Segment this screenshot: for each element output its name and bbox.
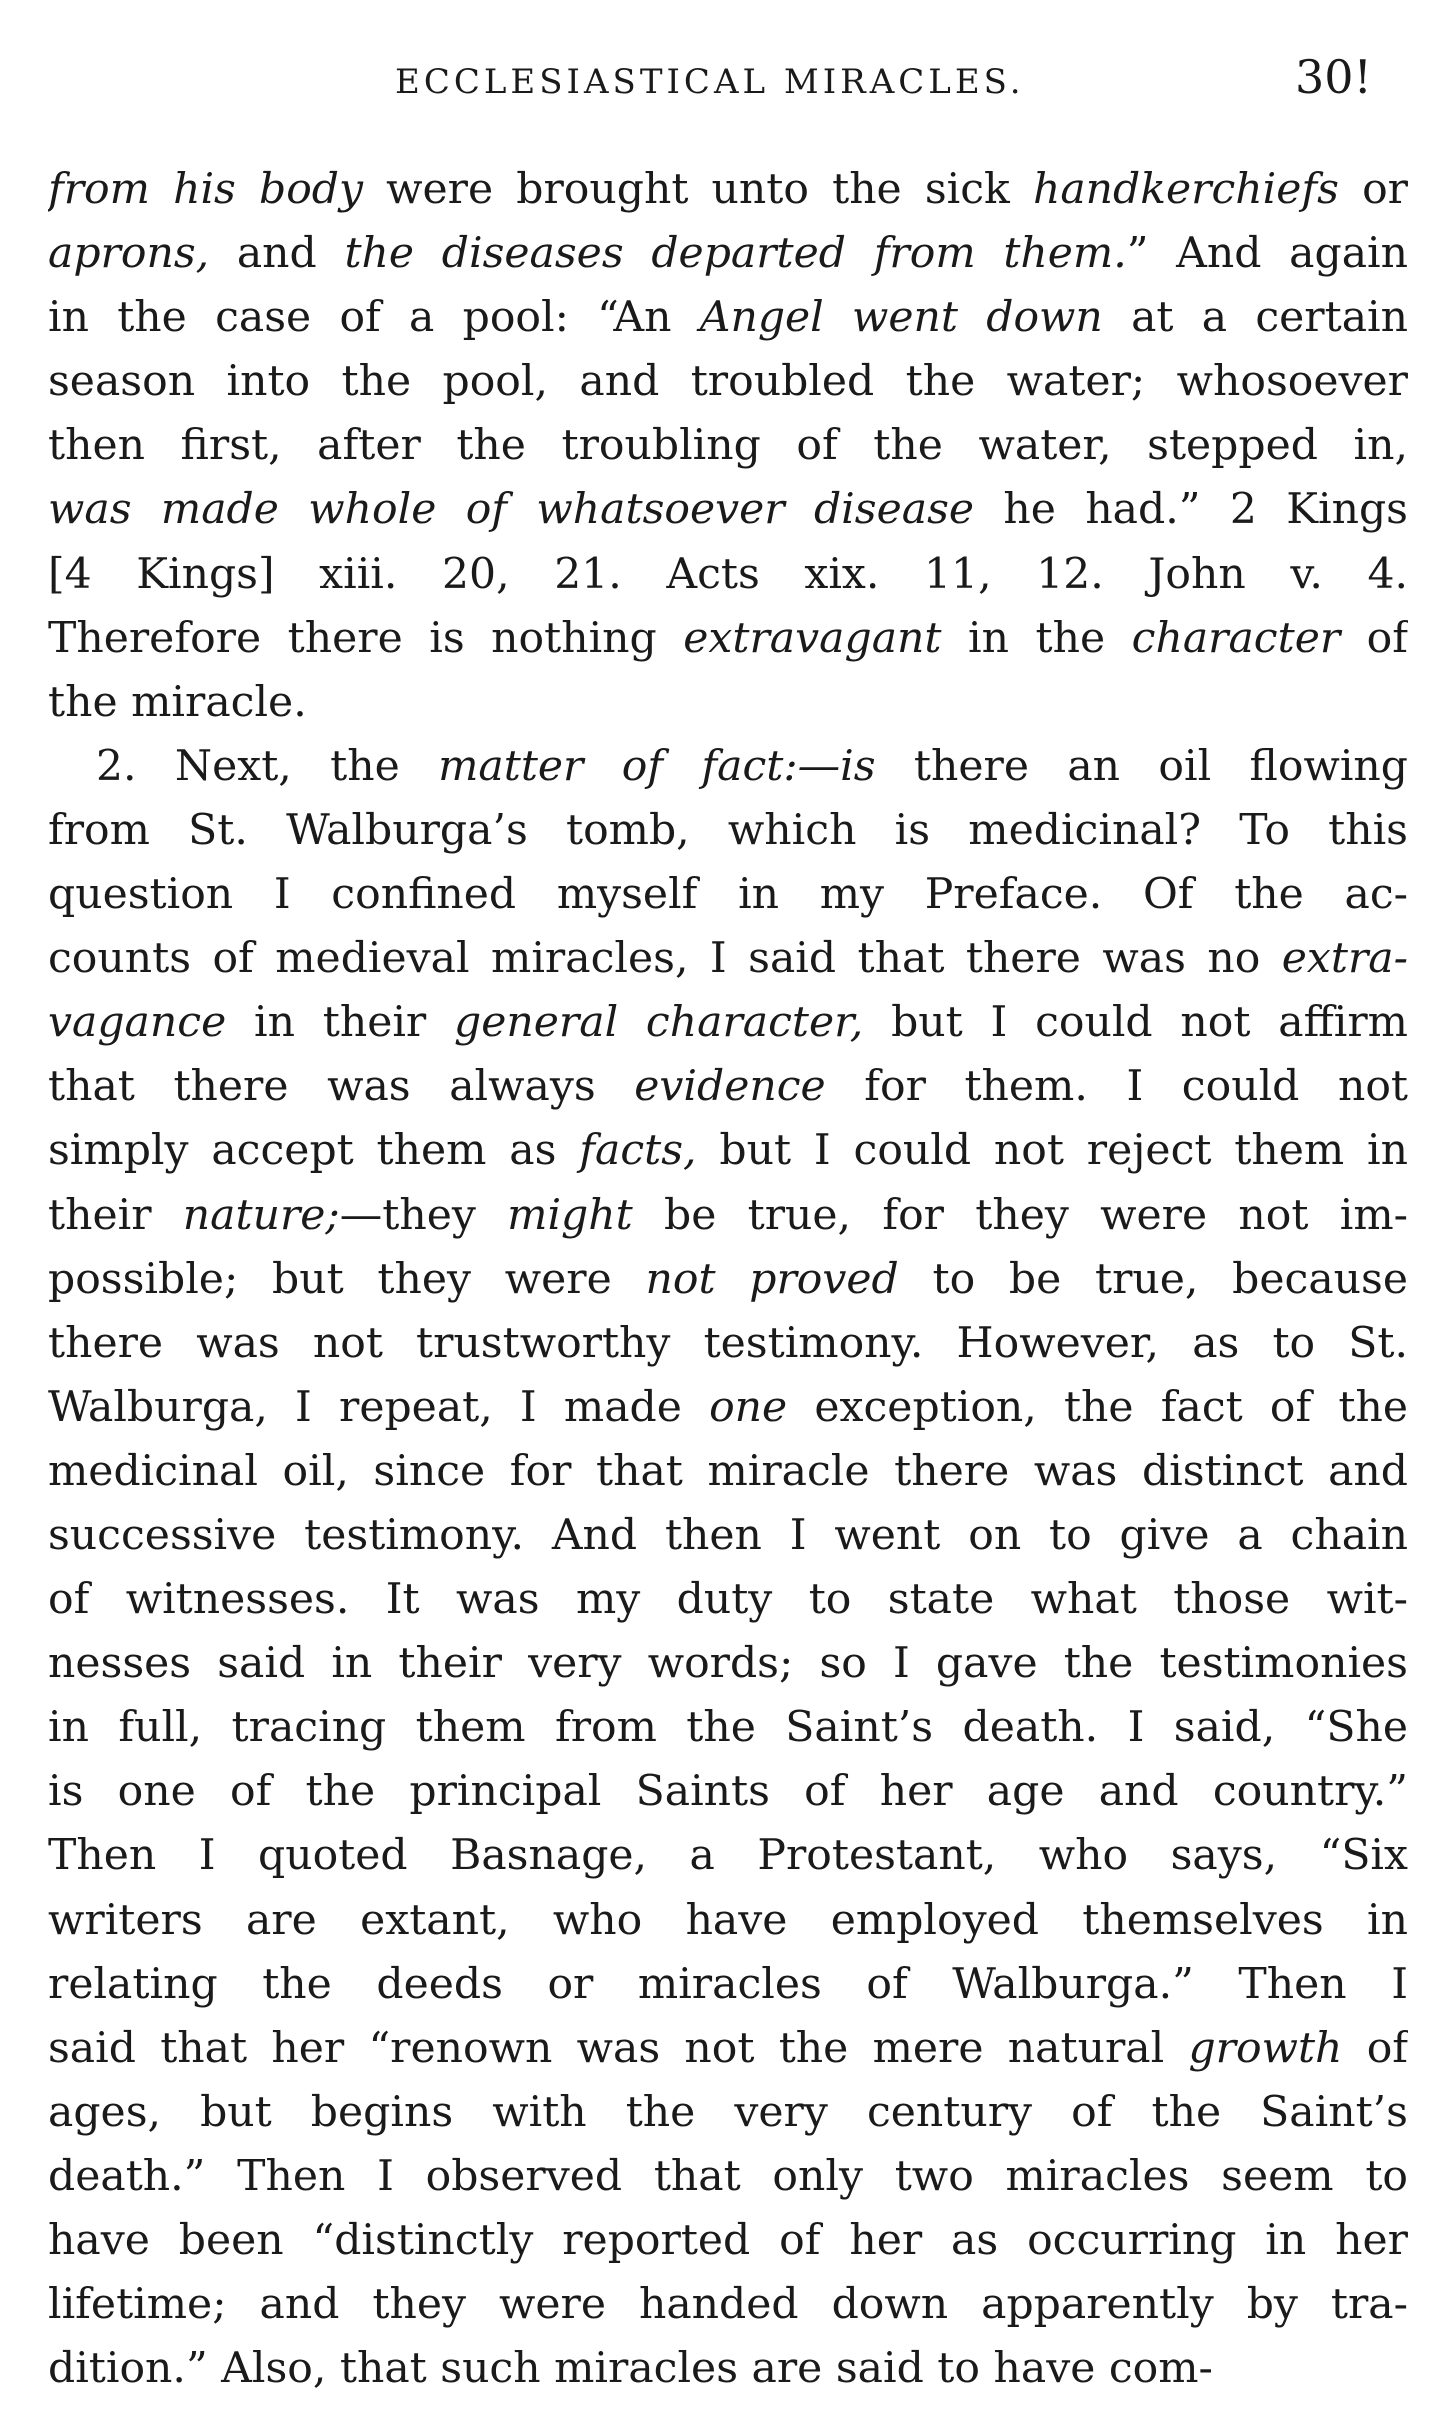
italic-run: Angel went down <box>699 293 1103 343</box>
text-line <box>48 1632 1408 1696</box>
text-line <box>48 286 1408 350</box>
italic-run: evidence <box>634 1062 826 1112</box>
text-line <box>48 1760 1408 1824</box>
text-run: of <box>1340 613 1408 663</box>
text-line <box>48 2145 1408 2209</box>
text-run: lifetime; and they were handed down apparently by tra- <box>48 2280 1408 2330</box>
italic-run: vagance <box>48 998 227 1048</box>
text-run: medicinal oil, since for that miracle there was distinct and <box>48 1446 1408 1496</box>
italic-run: might <box>507 1190 633 1240</box>
text-line <box>48 607 1408 671</box>
text-run: is one of the principal Saints of her age and country.” <box>48 1767 1408 1817</box>
text-line <box>48 478 1408 542</box>
text-line <box>48 2273 1408 2337</box>
text-run: possible; but they were <box>48 1254 646 1304</box>
text-run: in full, tracing them from the Saint’s death. I said, “She <box>48 1703 1408 1753</box>
text-line <box>48 671 1408 735</box>
text-line <box>48 543 1408 607</box>
text-line <box>48 222 1408 286</box>
text-line <box>48 1055 1408 1119</box>
text-run: there an oil flowing <box>875 741 1408 791</box>
text-run: said that her “renown was not the mere natural <box>48 2023 1189 2073</box>
text-run: of witnesses. It was my duty to state what those wit- <box>48 1575 1408 1625</box>
text-line <box>48 1376 1408 1440</box>
text-line <box>48 1440 1408 1504</box>
text-run: he had.” 2 Kings <box>974 485 1408 535</box>
text-run: counts of medieval miracles, I said that there was no <box>48 934 1282 984</box>
text-run: Walburga, I repeat, I made <box>48 1382 710 1432</box>
text-run: successive testimony. And then I went on to give a chain <box>48 1510 1408 1560</box>
italic-run: was made whole of whatsoever disease <box>48 485 975 535</box>
text-line <box>48 1184 1408 1248</box>
text-run: in their <box>226 998 455 1048</box>
text-run: dition.” Also, that such miracles are said to have com- <box>48 2344 1213 2394</box>
text-run: of <box>1342 2023 1408 2073</box>
text-run: for them. I could not <box>825 1062 1408 1112</box>
text-run: at a certain <box>1102 293 1408 343</box>
text-run: that there was always <box>48 1062 635 1112</box>
text-run: or <box>1338 165 1408 214</box>
text-line <box>48 1312 1408 1376</box>
italic-run: not proved <box>645 1254 899 1304</box>
text-line <box>48 863 1408 927</box>
text-run: from St. Walburga’s tomb, which is medicinal? To this <box>48 805 1408 855</box>
text-run: ages, but begins with the very century of the Saint’s <box>48 2087 1408 2137</box>
italic-run: general character, <box>454 998 864 1048</box>
text-line <box>48 414 1408 478</box>
text-line <box>48 799 1408 863</box>
text-run: were brought unto the sick <box>363 165 1033 214</box>
text-line <box>48 1504 1408 1568</box>
text-run: in the <box>941 613 1132 663</box>
italic-run: aprons, <box>48 229 210 279</box>
text-run: have been “distinctly reported of her as occurring in her <box>48 2216 1408 2265</box>
text-run: writers are extant, who have employed themselves in <box>48 1895 1408 1945</box>
text-run: there was not trustworthy testimony. However, as to St. <box>48 1318 1408 1368</box>
text-run: nesses said in their very words; so I gave the testimonies <box>48 1639 1408 1689</box>
italic-run: character <box>1131 613 1341 663</box>
text-line <box>48 1119 1408 1183</box>
text-line <box>48 2017 1408 2081</box>
text-line <box>48 2209 1408 2273</box>
text-line <box>48 1248 1408 1312</box>
italic-run: growth <box>1188 2023 1343 2073</box>
italic-run: handkerchiefs <box>1032 165 1339 214</box>
text-run: question I confined myself in my Preface. Of the ac- <box>48 870 1408 920</box>
text-run: in the case of a pool: “An <box>48 293 700 343</box>
text-run: to be true, because <box>898 1254 1408 1304</box>
text-run: their <box>48 1190 183 1240</box>
text-line <box>48 1824 1408 1888</box>
running-head <box>0 50 1445 130</box>
text-run: Then I quoted Basnage, a Protestant, who says, “Six <box>48 1831 1408 1881</box>
text-run: —they <box>339 1190 508 1240</box>
italic-run: the diseases departed from them. <box>344 229 1127 279</box>
text-line <box>48 158 1408 222</box>
text-run: death.” Then I observed that only two miracles seem to <box>48 2151 1408 2201</box>
text-run: then first, after the troubling of the water, stepped in, <box>48 421 1408 471</box>
text-line <box>48 2337 1408 2401</box>
text-run: simply accept them as <box>48 1126 580 1176</box>
text-run: but I could not reject them in <box>696 1126 1408 1176</box>
text-line <box>48 735 1408 799</box>
text-line <box>48 1696 1408 1760</box>
text-run: exception, the fact of the <box>787 1382 1408 1432</box>
italic-run: extravagant <box>683 613 942 663</box>
text-run: [4 Kings] xiii. 20, 21. Acts xix. 11, 12. John v. 4. <box>48 549 1408 599</box>
text-line <box>48 2081 1408 2145</box>
italic-run: matter of fact:—is <box>438 741 876 791</box>
text-line <box>48 927 1408 991</box>
page-number: 30! <box>1295 50 1373 104</box>
text-run: Therefore there is nothing <box>48 613 684 663</box>
italic-run: nature; <box>182 1190 340 1240</box>
text-run: 2. Next, the <box>96 741 439 791</box>
text-line <box>48 1568 1408 1632</box>
italic-run: facts, <box>579 1126 697 1176</box>
italic-run: from his body <box>48 165 363 214</box>
running-title: ECCLESIASTICAL MIRACLES. <box>395 62 1025 102</box>
text-run: be true, for they were not im- <box>632 1190 1408 1240</box>
body-text <box>48 158 1408 2401</box>
text-run: and <box>209 229 345 279</box>
italic-run: one <box>709 1382 788 1432</box>
text-run: ” And again <box>1126 229 1408 279</box>
text-run: season into the pool, and troubled the water; whosoever <box>48 357 1408 407</box>
text-line <box>48 991 1408 1055</box>
text-run: the miracle. <box>48 677 307 727</box>
text-run: relating the deeds or miracles of Walburga.” Then I <box>48 1959 1408 2009</box>
italic-run: extra- <box>1281 934 1408 984</box>
text-run: but I could not affirm <box>863 998 1408 1048</box>
text-line <box>48 1889 1408 1953</box>
text-line <box>48 350 1408 414</box>
text-line <box>48 1953 1408 2017</box>
